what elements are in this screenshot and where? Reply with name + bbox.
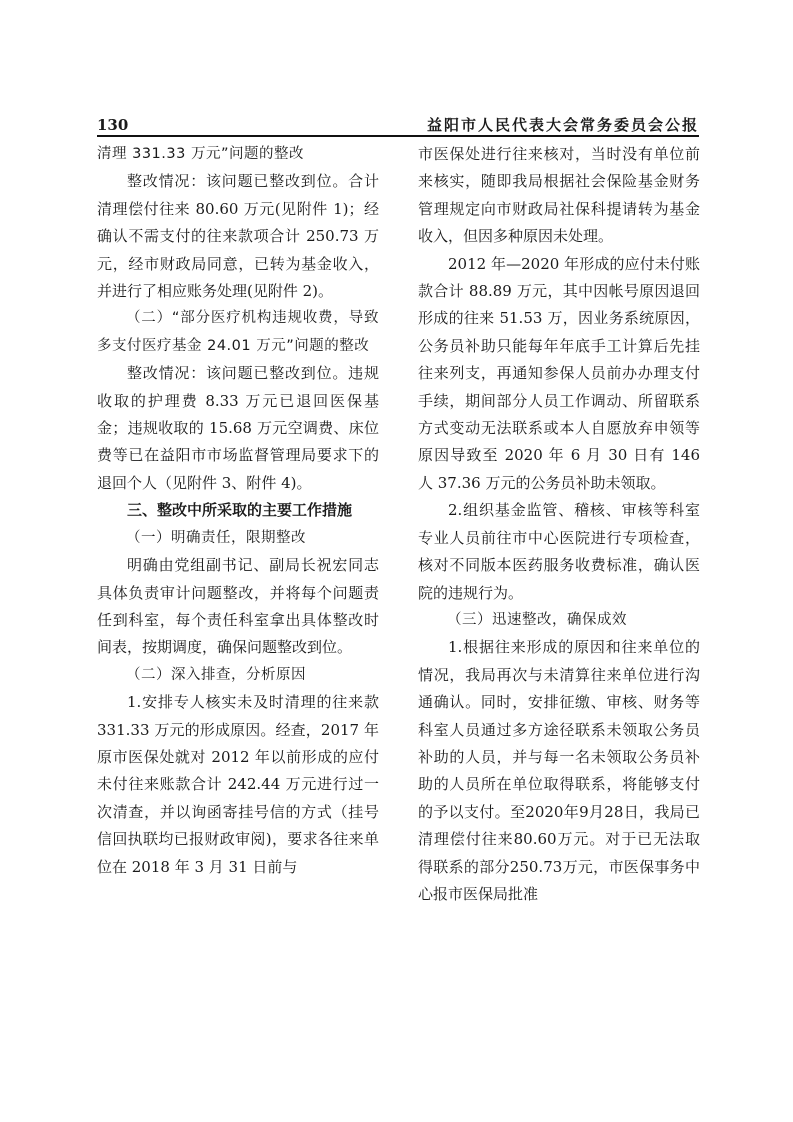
section-heading: （二）深入排查，分析原因 [126, 666, 306, 683]
left-column [97, 141, 379, 881]
paragraph: 2012 年—2020 年形成的应付未付账款合计 88.89 万元，其中因帐号原因退回形成的往来 51.53 万，因业务系统原因，公务员补助只能每年年底手工计算后先挂往来列支，再通知参保人员前办办理支付手续，期间部分人员工作调动、所留联系方式变动无法联系或本人自愿放弃申领等原因导致至 2020 年 6 月 30 日有 146 人 37.36 万元的公务员补助未领取。 [418, 254, 700, 492]
paragraph: 整改情况：该问题已整改到位。合计清理偿付往来 80.60 万元(见附件 1)；经确认不需支付的往来款项合计 250.73 万元，经市财政局同意，已转为基金收入，并进行了相应账务处理(见附件 2)。 [97, 172, 379, 301]
paragraph: 清理 331.33 万元”问题的整改 [97, 146, 304, 162]
right-column [418, 141, 700, 908]
paragraph: 整改情况：该问题已整改到位。违规收取的护理费 8.33 万元已退回医保基金；违规收取的 15.68 万元空调费、床位费等已在益阳市市场监督管理局要求下的退回个人（见附件 3、附件 4)。 [97, 364, 379, 492]
paragraph: 1.根据往来形成的原因和往来单位的情况，我局再次与未清算往来单位进行沟通确认。同时，安排征缴、审核、财务等科室人员通过多方途径联系未领取公务员补助的人员，并与每一名未领取公务员补助的人员所在单位取得联系，将能够支付的予以支付。至2020年9月28日，我局已清理偿付往来80.60万元。对于已无法取得联系的部分250.73万元，市医保事务中心报市医保局批准 [418, 638, 700, 903]
paragraph: 1.安排专人核实未及时清理的往来款 331.33 万元的形成原因。经查，2017 年原市医保处就对 2012 年以前形成的应付未付往来账款合计 242.44 万元进行过一次清查，并以询函寄挂号信的方式（挂号信回执联均已报财政审阅)，要求各往来单位在 2018 年 3 月 31 日前与 [97, 693, 379, 876]
paragraph: 市医保处进行往来核对，当时没有单位前来核实，随即我局根据社会保险基金财务管理规定向市财政局社保科提请转为基金收入，但因多种原因未处理。 [418, 145, 700, 246]
publication-title: 益阳市人民代表大会常务委员会公报 [426, 116, 699, 134]
page-number: 130 [97, 116, 129, 134]
paragraph: 明确由党组副书记、副局长祝宏同志具体负责审计问题整改，并将每个问题责任到科室，每个责任科室拿出具体整改时间表，按期调度，确保问题整改到位。 [97, 556, 379, 657]
page-header [97, 108, 699, 134]
section-heading: （三）迅速整改，确保成效 [447, 611, 627, 628]
section-heading: （一）明确责任，限期整改 [126, 529, 306, 546]
section-heading: 三、整改中所采取的主要工作措施 [127, 501, 353, 520]
paragraph: 2.组织基金监管、稽核、审核等科室专业人员前往市中心医院进行专项检查，核对不同版本医药服务收费标准，确认医院的违规行为。 [418, 501, 700, 602]
header-rule [97, 135, 699, 137]
section-heading: （二）“部分医疗机构违规收费，导致多支付医疗基金 24.01 万元”问题的整改 [97, 310, 379, 354]
